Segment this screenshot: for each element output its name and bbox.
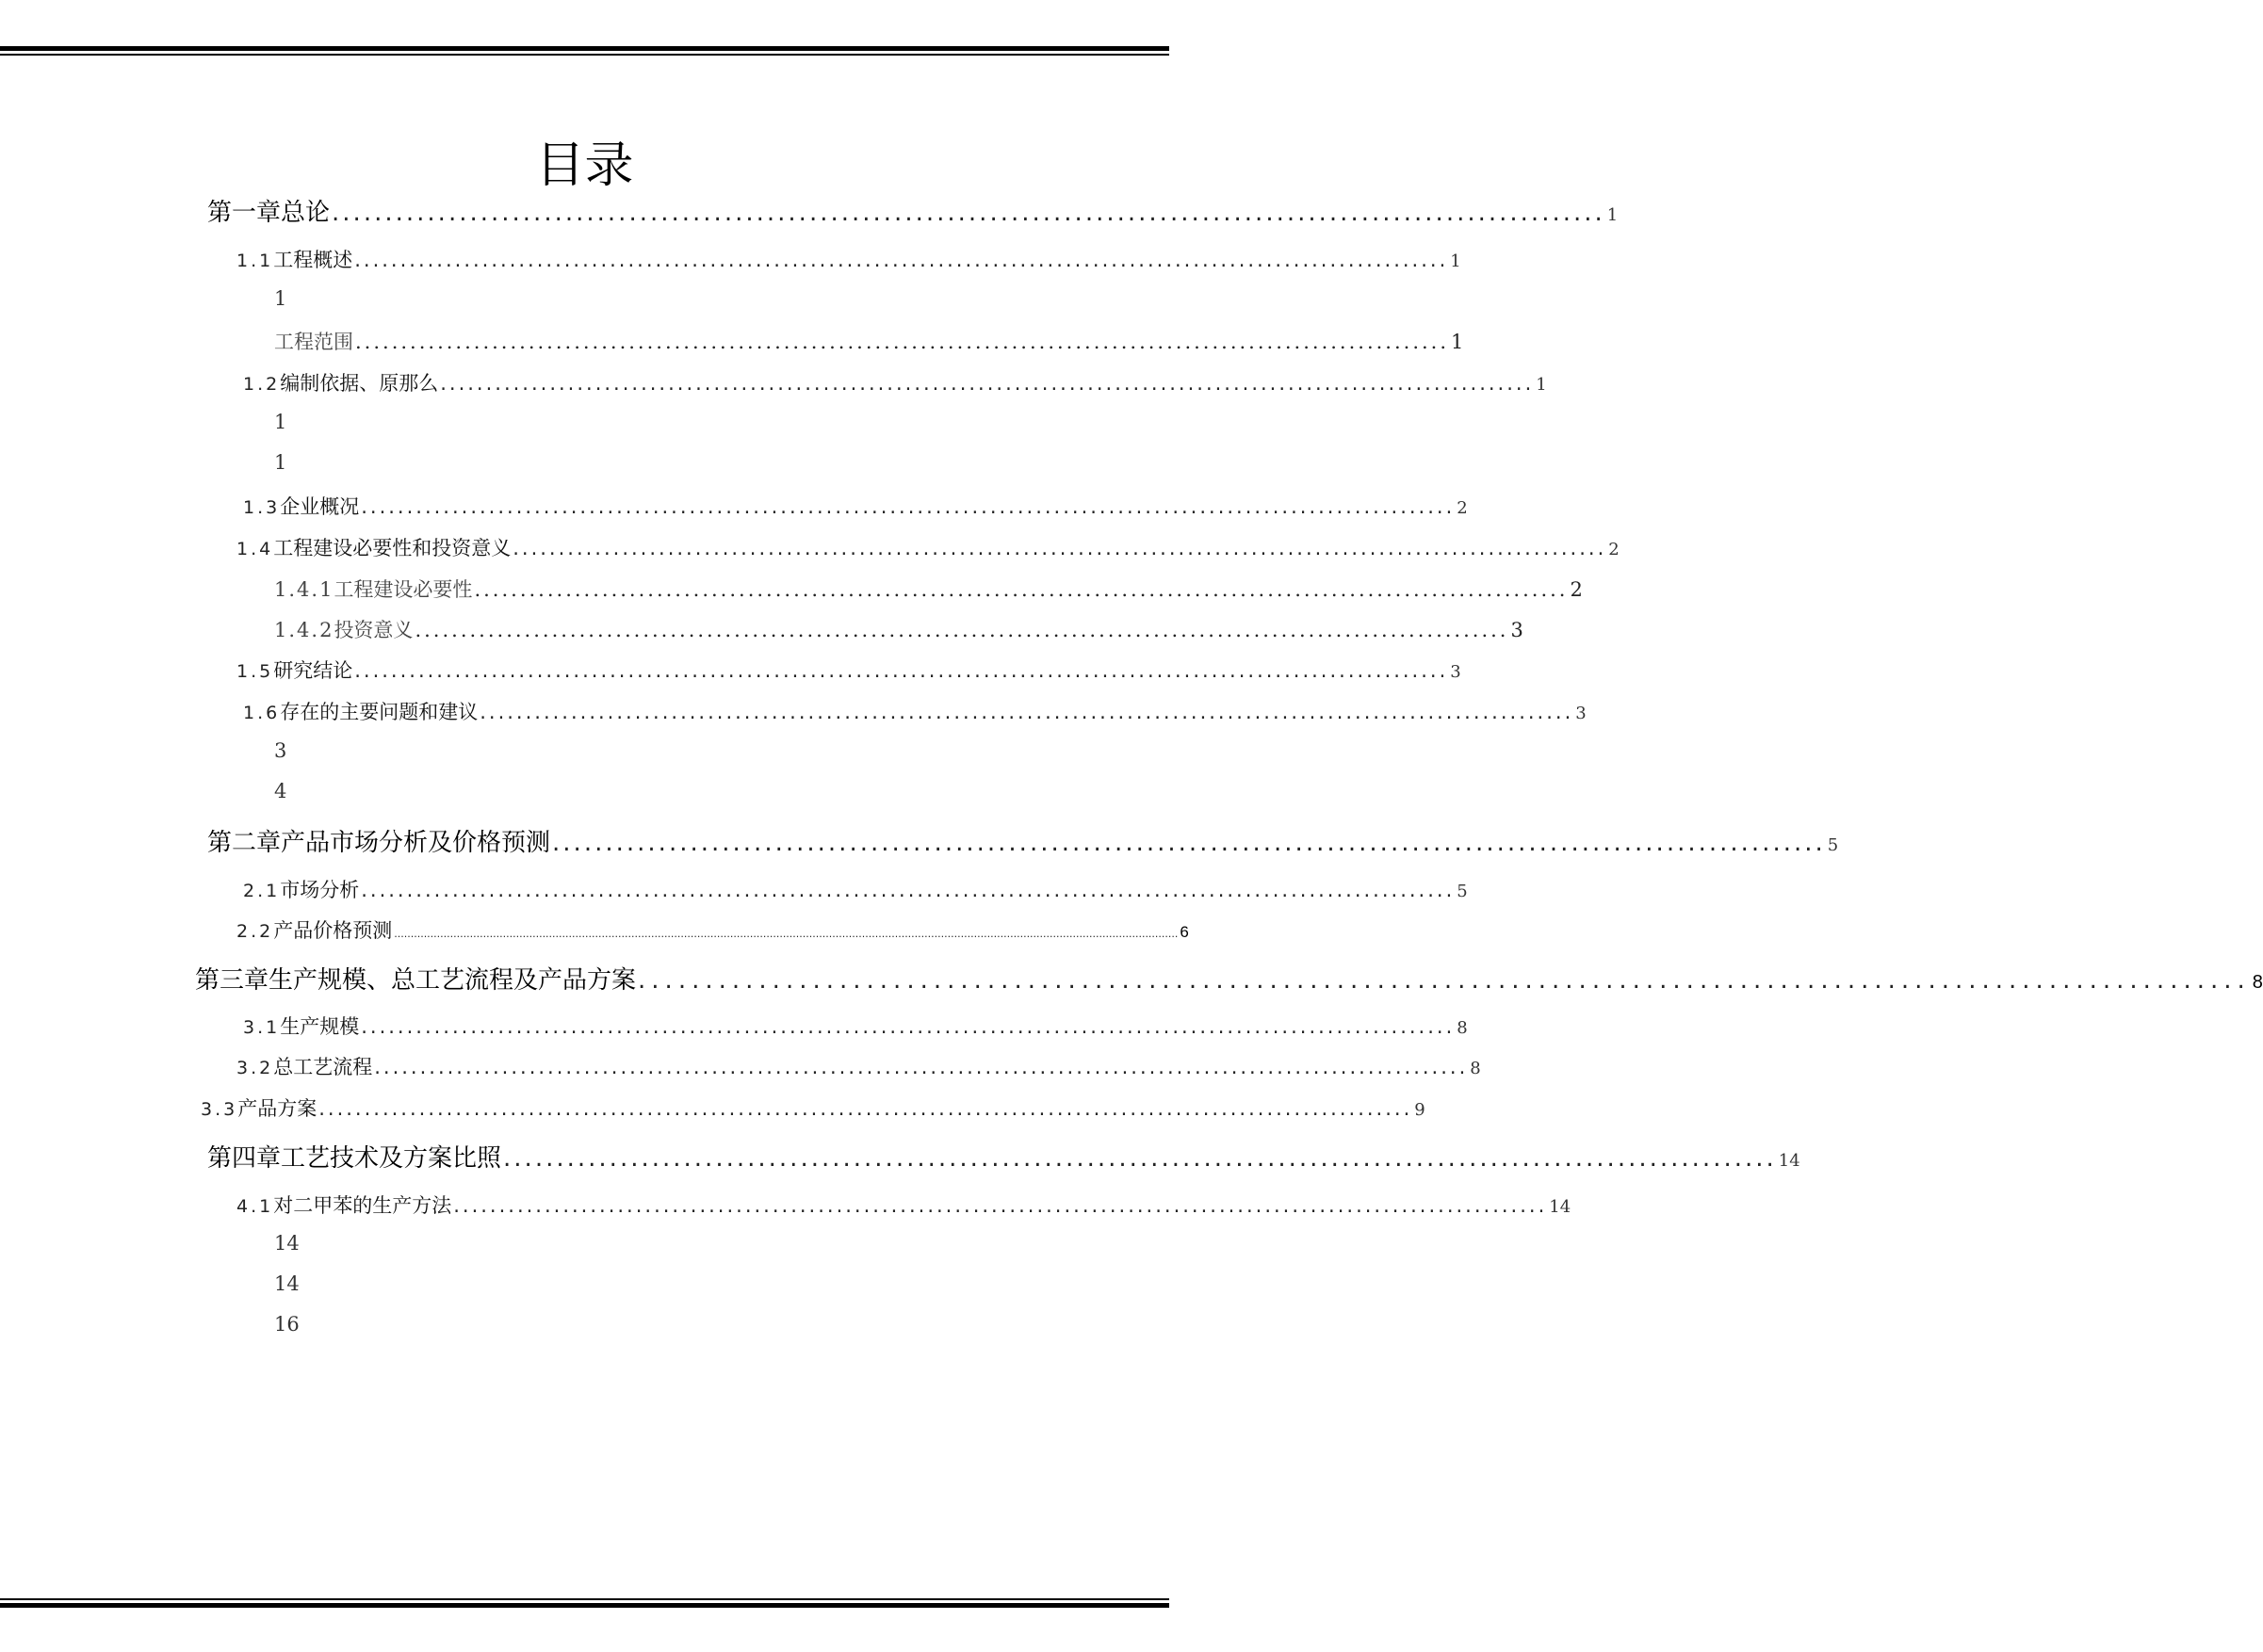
toc-orphan-number: 3	[274, 739, 287, 762]
toc-section-number: 1.5	[236, 661, 274, 682]
toc-section-number: 1.3	[243, 497, 281, 518]
toc-orphan-number: 4	[274, 780, 287, 802]
toc-page-number: 8	[1470, 1059, 1481, 1078]
dot-leader: ........................................................................................................................	[361, 495, 1456, 518]
toc-section-number: 1.6	[243, 703, 281, 723]
toc-section-number: 3.1	[243, 1017, 281, 1038]
toc-entry-section-1-3[interactable]	[243, 492, 1468, 520]
toc-page-number: 14	[1549, 1197, 1571, 1217]
toc-page-number: 6	[1180, 923, 1189, 941]
bottom-border-rule	[0, 1598, 1169, 1608]
toc-entry-title: 工程概述	[273, 249, 353, 271]
toc-entry-title: 企业概况	[280, 495, 360, 518]
dot-leader: ........................................................................................................................	[332, 199, 1605, 227]
toc-subsection-number: 1.4.2	[274, 619, 334, 641]
toc-page-number: 5	[1457, 882, 1468, 901]
toc-page-number: 5	[1827, 835, 1839, 855]
toc-chapter-number: 第三章	[195, 966, 269, 995]
toc-title: 目录	[535, 138, 634, 194]
toc-page-number: 1	[1451, 331, 1464, 353]
dot-leader: ........................................................................................................................	[440, 372, 1535, 395]
toc-entry-title: 产品价格预测	[273, 919, 393, 942]
toc-entry-chapter-2[interactable]	[207, 823, 1839, 858]
toc-page-number: 8	[2252, 972, 2263, 993]
toc-section-number: 1.1	[236, 251, 274, 271]
toc-section-number: 2.2	[236, 921, 274, 942]
dot-leader: ........................................................................................................................	[318, 1097, 1413, 1120]
toc-page-number: 3	[1575, 704, 1587, 723]
toc-entry-chapter-1[interactable]	[207, 193, 1619, 228]
toc-orphan-number: 14	[274, 1272, 300, 1295]
toc-page-number: 3	[1510, 619, 1523, 641]
dot-leader: ........................................................................................................................	[355, 331, 1450, 353]
toc-orphan-number: 14	[274, 1232, 300, 1255]
toc-chapter-number: 第四章	[207, 1144, 282, 1173]
toc-entry-scope[interactable]	[274, 327, 1464, 355]
toc-page-number: 2	[1457, 498, 1468, 518]
toc-page-number: 14	[1778, 1151, 1800, 1171]
dot-leader: ........................................................................................................................	[453, 1194, 1548, 1217]
toc-chapter-number: 第二章	[207, 829, 282, 857]
toc-entry-section-1-4[interactable]	[236, 533, 1620, 561]
toc-entry-section-1-5[interactable]	[236, 656, 1461, 684]
dot-leader: ........................................................................................................................	[354, 659, 1449, 682]
toc-entry-title: 编制依据、原那么	[280, 372, 439, 395]
toc-entry-section-4-1[interactable]	[236, 1190, 1571, 1219]
toc-section-number: 3.2	[236, 1058, 274, 1078]
toc-entry-section-3-2[interactable]	[236, 1052, 1481, 1080]
toc-orphan-number: 1	[274, 411, 287, 433]
toc-page-number: 2	[1570, 578, 1583, 601]
toc-entry-title: 生产规模、总工艺流程及产品方案	[269, 966, 637, 995]
toc-entry-title: 生产规模	[280, 1015, 360, 1038]
toc-page-number: 9	[1414, 1100, 1425, 1120]
toc-entry-title: 研究结论	[273, 659, 353, 682]
toc-page-number: 1	[1536, 375, 1547, 395]
toc-section-number: 1.4	[236, 539, 274, 559]
toc-orphan-number: 1	[274, 451, 287, 474]
toc-entry-title: 产品方案	[237, 1097, 317, 1120]
top-border-rule	[0, 46, 1169, 56]
toc-entry-title: 市场分析	[280, 879, 360, 901]
dot-leader: ........................................................................................................................	[503, 1144, 1777, 1173]
toc-page-number: 1	[1450, 251, 1461, 271]
toc-chapter-number: 第一章	[207, 199, 282, 227]
toc-entry-section-2-1[interactable]	[243, 875, 1468, 903]
toc-entry-title: 工程范围	[274, 331, 353, 353]
toc-entry-title: 存在的主要问题和建议	[280, 701, 479, 723]
toc-page-number: 2	[1608, 540, 1620, 559]
toc-orphan-number: 1	[274, 287, 287, 310]
dot-leader: ........................................................................................................................	[638, 966, 2251, 995]
toc-entry-chapter-4[interactable]	[207, 1139, 1800, 1174]
toc-entry-title: 工程建设必要性	[334, 578, 473, 601]
dot-leader: ........................................................................................................................	[361, 1015, 1456, 1038]
toc-section-number: 3.3	[201, 1099, 238, 1120]
toc-entry-chapter-3[interactable]	[195, 961, 2263, 996]
dot-leader: ........................................................................................................................	[374, 1056, 1469, 1078]
toc-orphan-number: 16	[274, 1313, 300, 1336]
toc-entry-section-1-1[interactable]	[236, 245, 1461, 273]
toc-entry-section-2-2[interactable]	[236, 915, 1189, 944]
dot-leader: ........................................................................................................................	[480, 701, 1574, 723]
toc-page-number: 8	[1457, 1018, 1468, 1038]
toc-entry-section-1-6[interactable]	[243, 697, 1587, 725]
toc-entry-title: 总论	[281, 199, 331, 227]
dot-leader: ........................................................................................................................	[513, 537, 1607, 559]
toc-section-number: 1.2	[243, 374, 281, 395]
toc-entry-section-1-2[interactable]	[243, 368, 1547, 397]
toc-entry-title: 投资意义	[334, 619, 414, 641]
dot-leader: ..............................................................................................................................................................................................................................................	[394, 928, 1179, 940]
toc-subsection-number: 1.4.1	[274, 578, 334, 601]
dot-leader: ........................................................................................................................	[474, 578, 1569, 601]
toc-page-number: 1	[1606, 205, 1619, 225]
toc-entry-title: 工艺技术及方案比照	[281, 1144, 502, 1173]
toc-page-number: 3	[1450, 662, 1461, 682]
toc-entry-title: 产品市场分析及价格预测	[281, 829, 551, 857]
toc-section-number: 2.1	[243, 881, 281, 901]
toc-entry-section-3-3[interactable]	[201, 1093, 1425, 1122]
toc-entry-subsection-1-4-2[interactable]	[274, 615, 1523, 643]
dot-leader: ........................................................................................................................	[415, 619, 1509, 641]
toc-entry-section-3-1[interactable]	[243, 1012, 1468, 1040]
dot-leader: ........................................................................................................................	[354, 249, 1449, 271]
toc-entry-subsection-1-4-1[interactable]	[274, 575, 1583, 603]
dot-leader: ........................................................................................................................	[361, 879, 1456, 901]
dot-leader: ........................................................................................................................	[552, 829, 1826, 857]
toc-entry-title: 工程建设必要性和投资意义	[273, 537, 512, 559]
toc-entry-title: 对二甲苯的生产方法	[273, 1194, 452, 1217]
toc-entry-title: 总工艺流程	[273, 1056, 373, 1078]
toc-section-number: 4.1	[236, 1196, 274, 1217]
